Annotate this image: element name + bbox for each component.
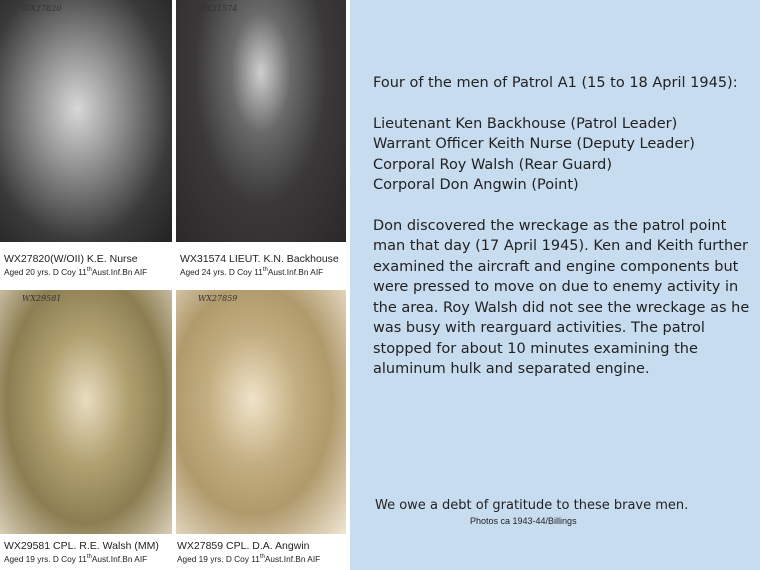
- member: Lieutenant Ken Backhouse (Patrol Leader): [373, 115, 678, 132]
- photo-walsh: [0, 290, 172, 534]
- story: Don discovered the wreckage as the patrol point man that day (17 April 1945). Ken and Keith further examined the aircraft and engine components but were pressed to move on due to enemy activity in the area. Roy Walsh did not see the wreckage as he was busy with rearguard activities. The patrol stopped for about 10 minutes examining the aluminum hulk and separated engine.: [373, 217, 750, 377]
- ordinal: th: [86, 267, 92, 274]
- caption-walsh: [4, 540, 159, 564]
- caption-name: WX27820(W/OII) K.E. Nurse: [4, 253, 138, 265]
- slide-text: [373, 73, 753, 400]
- photo-tag: WX27859: [198, 294, 238, 303]
- member: Corporal Roy Walsh (Rear Guard): [373, 156, 613, 173]
- member-list: [373, 114, 753, 196]
- caption-age: Aged 19 yrs. D Coy 11: [177, 554, 260, 564]
- caption-details: [177, 554, 320, 564]
- caption-age: Aged 24 yrs. D Coy 11: [180, 267, 263, 277]
- ordinal: th: [259, 554, 265, 561]
- photo-panel: [0, 0, 350, 570]
- caption-details: [4, 554, 159, 564]
- photo-tag: WX27820: [22, 4, 62, 13]
- caption-unit: Aust.Inf.Bn AIF: [91, 267, 148, 277]
- photo-nurse: [0, 0, 172, 242]
- caption-age: Aged 19 yrs. D Coy 11: [4, 554, 87, 564]
- caption-name: WX29581 CPL. R.E. Walsh (MM): [4, 540, 159, 552]
- ordinal: th: [86, 554, 92, 561]
- photo-backhouse: [176, 0, 346, 242]
- photo-angwin: [176, 290, 346, 534]
- ordinal: th: [262, 267, 268, 274]
- caption-age: Aged 20 yrs. D Coy 11: [4, 267, 87, 277]
- caption-details: [180, 267, 339, 277]
- caption-details: [4, 267, 147, 277]
- caption-name: WX27859 CPL. D.A. Angwin: [177, 540, 310, 552]
- photo-credit: Photos ca 1943-44/Billings: [470, 516, 577, 526]
- caption-name: WX31574 LIEUT. K.N. Backhouse: [180, 253, 339, 265]
- caption-nurse: [4, 253, 147, 277]
- caption-angwin: [177, 540, 320, 564]
- member: Warrant Officer Keith Nurse (Deputy Leader): [373, 136, 695, 152]
- caption-unit: Aust.Inf.Bn AIF: [264, 554, 321, 564]
- photo-tag: WX29581: [22, 294, 62, 303]
- caption-backhouse: [180, 253, 339, 277]
- member: Corporal Don Angwin (Point): [373, 177, 579, 193]
- thanks: We owe a debt of gratitude to these brave men.: [375, 498, 689, 513]
- heading: Four of the men of Patrol A1 (15 to 18 April 1945):: [373, 75, 738, 91]
- caption-unit: Aust.Inf.Bn AIF: [91, 554, 148, 564]
- photo-tag: WX31574: [198, 4, 238, 13]
- caption-unit: Aust.Inf.Bn AIF: [267, 267, 324, 277]
